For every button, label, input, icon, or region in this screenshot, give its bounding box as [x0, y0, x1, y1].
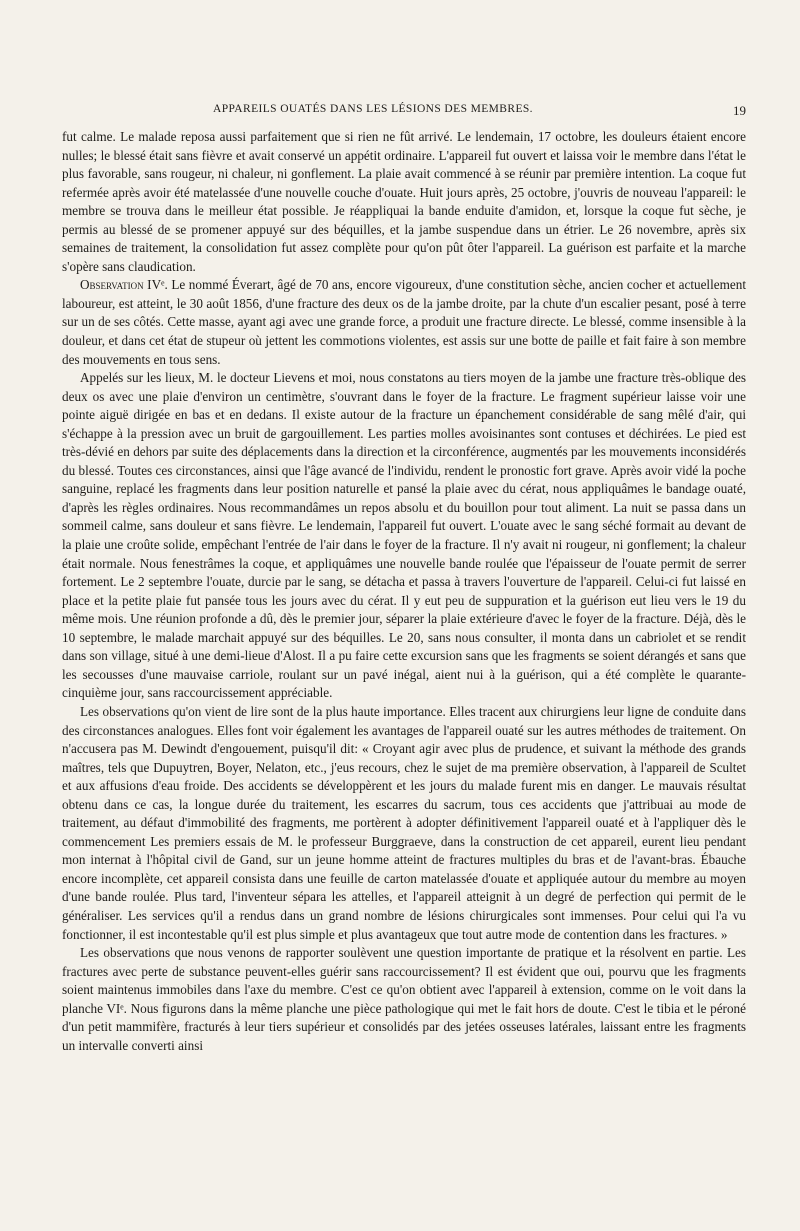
paragraph-case-details — [62, 369, 746, 703]
paragraph-continuation — [62, 128, 746, 276]
page-number: 19 — [733, 103, 746, 118]
running-title: APPAREILS OUATÉS DANS LES LÉSIONS DES MEMBRES. — [213, 103, 533, 115]
body-text — [62, 128, 746, 1055]
paragraph-text: Les observations qu'on vient de lire sont de la plus haute importance. Elles tracent aux chirurgiens leur ligne de conduite dans des circonstances analogues. Elles font voir également les avantages de l'appareil ouaté sur les autres méthodes de traitement. On n'accusera pas M. Dewindt d'engouement, puisqu'il dit: « Croyant agir avec plus de prudence, et suivant la méthode des grands maîtres, tels que Dupuytren, Boyer, Nelaton, etc., j'eus recours, chez le sujet de ma première observation, à l'appareil de Scultet et aux affusions d'eau froide. Des accidents se développèrent et les jours du malade furent mis en danger. Le mauvais résultat obtenu dans ce cas, la longue durée du traitement, les escarres du sacrum, tous ces accidents que j'attribuai au mode de traitement, au défaut d'immobilité des fragments, me portèrent à adopter définitivement l'appareil ouaté et à l'appliquer dès le commencement Les premiers essais de M. le professeur Burggraeve, dans la construction de cet appareil, eurent lieu pendant mon internat à l'hôpital civil de Gand, sur un jeune homme atteint de fractures multiples du bras et de l'avant-bras. Ébauche encore incomplète, cet appareil consista dans une feuille de carton matelassée d'ouate et appliquée autour du membre au moyen d'une bande roulée. Plus tard, l'inventeur sépara les attelles, et l'appareil atteignit à un degré de perfection qui permit de le généraliser. Les services qu'il a rendus dans un grand nombre de lésions chirurgicales sont immenses. Pour celui qui l'a vu fonctionner, il est incontestable qu'il est plus simple et plus avantageux que tout autre mode de contention dans les fractures. » — [62, 703, 746, 942]
paragraph-text: Les observations que nous venons de rapporter soulèvent une question importante de pratique et la résolvent en partie. Les fractures avec perte de substance peuvent-elles guérir sans raccourcissement? Il est évident que oui, pourvu que les fragments soient maintenus immobiles dans l'axe du membre. C'est ce qu'on obtient avec l'appareil à extension, comme on le voit dans la planche VIᵉ. Nous figurons dans la même planche une pièce pathologique qui met le fait hors de doute. C'est le tibia et le péroné d'un petit mammifère, fracturés à leur tiers supérieur et consolidés par des jetées osseuses latérales, laissant entre les fragments un intervalle converti ainsi — [62, 945, 746, 1053]
paragraph-conclusion — [62, 944, 746, 1055]
paragraph-observation-iv — [62, 276, 746, 369]
paragraph-text: Appelés sur les lieux, M. le docteur Lievens et moi, nous constatons au tiers moyen de la jambe une fracture très-oblique des deux os avec une plaie d'environ un centimètre, s'ouvrant dans le foyer de la fracture. Le fragment supérieur laisse voir une pointe aiguë dirigée en bas et en dedans. Il existe autour de la fracture un épanchement considérable de sang mêlé d'air, qui s'échappe à la pression avec un bruit de gargouillement. Les parties molles avoisinantes sont contuses et déchirées. Le pied est très-dévié en dehors par suite des déplacements dans la direction et la circonférence, augmentés par les mouvements inconsidérés du blessé. Toutes ces circonstances, ainsi que l'âge avancé de l'individu, rendent le pronostic fort grave. Après avoir vidé la poche sanguine, replacé les fragments dans leur position naturelle et pansé la plaie avec du cérat, nous appliquâmes le bandage ouaté, d'après les règles ordinaires. Nous recommandâmes un repos absolu et du bouillon pour tout aliment. La nuit se passa dans un sommeil calme, sans douleur et sans fièvre. Le lendemain, l'appareil fut ouvert. L'ouate avec le sang séché formait au devant de la plaie une croûte solide, empêchant l'entrée de l'air dans le foyer de la fracture. Il n'y avait ni rougeur, ni gonflement; la chaleur était normale. Nous fenestrâmes la coque, et appliquâmes une nouvelle bande roulée que l'épaisseur de l'ouate permit de serrer fortement. Le 2 septembre l'ouate, durcie par le sang, se détacha et passa à travers l'ouverture de l'appareil. Celui-ci fut laissé en place et la petite plaie fut pansée tous les jours avec du cérat. Il y eut peu de suppuration et la guérison eut lieu vers le 19 du même mois. Une réunion profonde a dû, dès le premier jour, séparer la plaie extérieure d'avec le foyer de la fracture. Déjà, dès le 10 septembre, le malade marchait appuyé sur des béquilles. Le 20, sans nous consulter, il monta dans un cabriolet et se rendit dans son village, situé à une demi-lieue d'Alost. Il a pu faire cette excursion sans que les fragments se soient dérangés et sans que les secousses d'une mauvaise carriole, roulant sur un pavé inégal, aient nui à la guérison, qui a été complète le quarante-cinquième jour, sans raccourcissement appréciable. — [62, 370, 746, 701]
paragraph-text: Le nommé Éverart, âgé de 70 ans, encore vigoureux, d'une constitution sèche, ancien cocher et actuellement laboureur, est atteint, le 30 août 1856, d'une fracture des deux os de la jambe droite, par la chute d'un escalier pesant, posé à terre sur un de ses côtés. Cette masse, ayant agi avec une grande force, a produit une fracture directe. Le blessé, comme insensible à la douleur, et dans cet état de stupeur où jettent les commotions violentes, est assis sur une botte de paille et fait faire à son membre des mouvements en tous sens. — [62, 277, 746, 367]
observation-heading: Observation IVᵉ. — [80, 277, 168, 293]
paragraph-text: fut calme. Le malade reposa aussi parfaitement que si rien ne fût arrivé. Le lendemain, 17 octobre, les douleurs étaient encore nulles; le blessé était sans fièvre et avait conservé un appétit ordinaire. L'appareil fut ouvert et laissa voir le membre dans l'état le plus favorable, sans rougeur, ni chaleur, ni gonflement. La plaie avait commencé à se réunir par première intention. La coque fut refermée après avoir été matelassée d'une nouvelle couche d'ouate. Huit jours après, 25 octobre, j'ouvris de nouveau l'appareil: le membre se trouva dans le meilleur état possible. Je réappliquai la bande enduite d'amidon, et, lorsque la coque fut sèche, je permis au blessé de se promener appuyé sur des béquilles, et la jambe suspendue dans un étrier. Le 26 novembre, après six semaines de traitement, la consolidation fut assez complète pour qu'on pût ôter l'appareil. La guérison est parfaite et la marche s'opère sans claudication. — [62, 129, 746, 274]
paragraph-commentary — [62, 703, 746, 944]
page-header — [60, 103, 746, 121]
